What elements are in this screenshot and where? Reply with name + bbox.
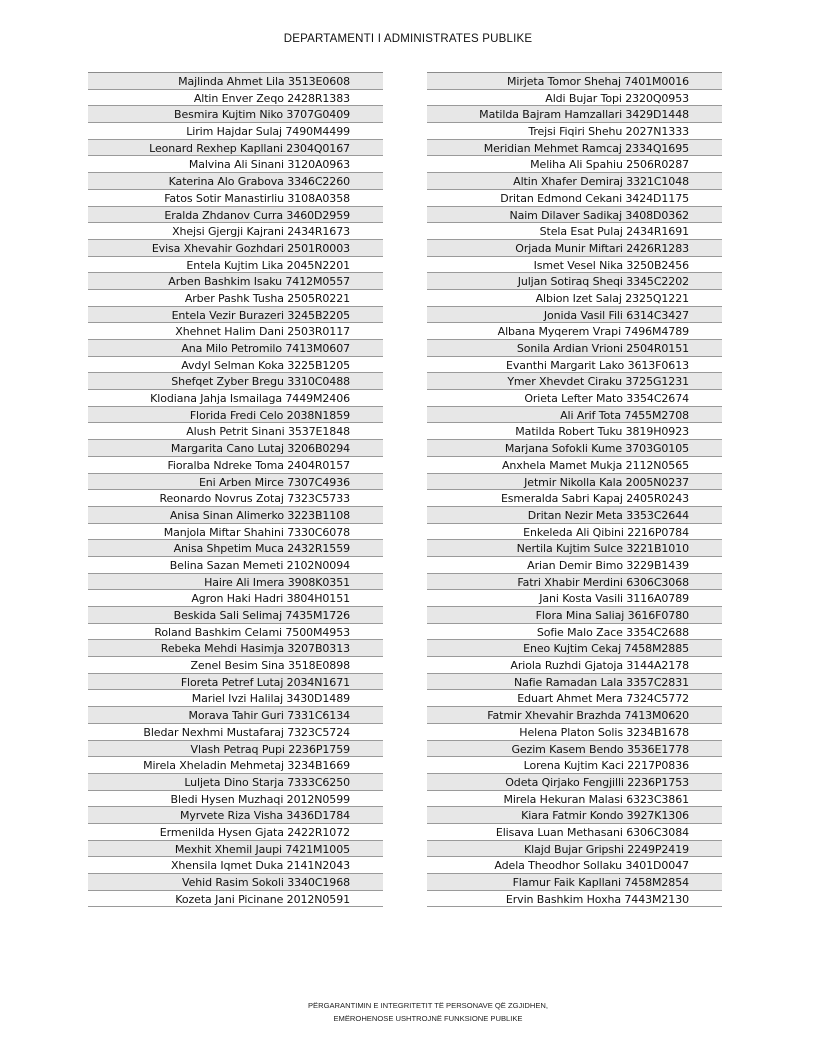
list-row: Sonila Ardian Vrioni 2504R0151 [427,340,722,357]
list-row: Arian Demir Bimo 3229B1439 [427,557,722,574]
list-row: Jani Kosta Vasili 3116A0789 [427,590,722,607]
list-row: Meridian Mehmet Ramcaj 2334Q1695 [427,140,722,157]
list-row: Alush Petrit Sinani 3537E1848 [88,423,383,440]
list-row: Nafie Ramadan Lala 3357C2831 [427,674,722,691]
list-row: Eni Arben Mirce 7307C4936 [88,474,383,491]
list-row: Vlash Petraq Pupi 2236P1759 [88,741,383,758]
list-row: Zenel Besim Sina 3518E0898 [88,657,383,674]
list-row: Morava Tahir Guri 7331C6134 [88,707,383,724]
list-row: Katerina Alo Grabova 3346C2260 [88,173,383,190]
page-title: DEPARTAMENTI I ADMINISTRATES PUBLIKE [283,33,533,45]
list-row: Agron Haki Hadri 3804H0151 [88,590,383,607]
list-row: Kozeta Jani Picinane 2012N0591 [88,891,383,908]
list-row: Manjola Miftar Shahini 7330C6078 [88,524,383,541]
list-row: Dritan Nezir Meta 3353C2644 [427,507,722,524]
list-row: Naim Dilaver Sadikaj 3408D0362 [427,207,722,224]
page-footer [0,999,816,1025]
list-row: Bledar Nexhmi Mustafaraj 7323C5724 [88,724,383,741]
list-row: Eduart Ahmet Mera 7324C5772 [427,690,722,707]
list-row: Flamur Faik Kapllani 7458M2854 [427,874,722,891]
list-row: Flora Mina Saliaj 3616F0780 [427,607,722,624]
list-row: Marjana Sofokli Kume 3703G0105 [427,440,722,457]
list-row: Vehid Rasim Sokoli 3340C1968 [88,874,383,891]
list-row: Aldi Bujar Topi 2320Q0953 [427,90,722,107]
list-row: Arben Bashkim Isaku 7412M0557 [88,273,383,290]
list-row: Adela Theodhor Sollaku 3401D0047 [427,857,722,874]
list-row: Roland Bashkim Celami 7500M4953 [88,624,383,641]
list-row: Entela Kujtim Lika 2045N2201 [88,257,383,274]
list-row: Ismet Vesel Nika 3250B2456 [427,257,722,274]
list-row: Nertila Kujtim Sulce 3221B1010 [427,540,722,557]
list-row: Odeta Qirjako Fengjilli 2236P1753 [427,774,722,791]
list-row: Albana Myqerem Vrapi 7496M4789 [427,323,722,340]
list-row: Haire Ali Imera 3908K0351 [88,574,383,591]
list-row: Evanthi Margarit Lako 3613F0613 [427,357,722,374]
list-row: Ymer Xhevdet Ciraku 3725G1231 [427,373,722,390]
list-row: Xhejsi Gjergji Kajrani 2434R1673 [88,223,383,240]
list-row: Altin Enver Zeqo 2428R1383 [88,90,383,107]
list-row: Gezim Kasem Bendo 3536E1778 [427,741,722,758]
list-row: Ana Milo Petromilo 7413M0607 [88,340,383,357]
list-row: Floreta Petref Lutaj 2034N1671 [88,674,383,691]
list-row: Meliha Ali Spahiu 2506R0287 [427,156,722,173]
list-row: Orieta Lefter Mato 3354C2674 [427,390,722,407]
list-row: Ariola Ruzhdi Gjatoja 3144A2178 [427,657,722,674]
list-row: Matilda Robert Tuku 3819H0923 [427,423,722,440]
list-row: Mariel Ivzi Halilaj 3430D1489 [88,690,383,707]
list-row: Fioralba Ndreke Toma 2404R0157 [88,457,383,474]
list-row: Besmira Kujtim Niko 3707G0409 [88,106,383,123]
list-row: Mexhit Xhemil Jaupi 7421M1005 [88,841,383,858]
list-row: Ervin Bashkim Hoxha 7443M2130 [427,891,722,908]
list-row: Margarita Cano Lutaj 3206B0294 [88,440,383,457]
list-row: Mirela Xheladin Mehmetaj 3234B1669 [88,757,383,774]
list-row: Eneo Kujtim Cekaj 7458M2885 [427,640,722,657]
list-row: Lorena Kujtim Kaci 2217P0836 [427,757,722,774]
list-row: Elisava Luan Methasani 6306C3084 [427,824,722,841]
list-row: Ali Arif Tota 7455M2708 [427,407,722,424]
list-row: Majlinda Ahmet Lila 3513E0608 [88,73,383,90]
footer-line-2: EMËROHENOSE USHTROJNË FUNKSIONE PUBLIKE [333,1014,523,1023]
list-row: Shefqet Zyber Bregu 3310C0488 [88,373,383,390]
list-row: Klodiana Jahja Ismailaga 7449M2406 [88,390,383,407]
list-row: Fatri Xhabir Merdini 6306C3068 [427,574,722,591]
list-row: Anisa Sinan Alimerko 3223B1108 [88,507,383,524]
list-row: Ermenilda Hysen Gjata 2422R1072 [88,824,383,841]
list-row: Anxhela Mamet Mukja 2112N0565 [427,457,722,474]
list-row: Myrvete Riza Visha 3436D1784 [88,807,383,824]
list-row: Esmeralda Sabri Kapaj 2405R0243 [427,490,722,507]
list-row: Avdyl Selman Koka 3225B1205 [88,357,383,374]
list-row: Xhensila Iqmet Duka 2141N2043 [88,857,383,874]
list-row: Altin Xhafer Demiraj 3321C1048 [427,173,722,190]
list-row: Beskida Sali Selimaj 7435M1726 [88,607,383,624]
right-name-list [427,72,722,907]
list-row: Bledi Hysen Muzhaqi 2012N0599 [88,791,383,808]
list-row: Mirela Hekuran Malasi 6323C3861 [427,791,722,808]
list-row: Eralda Zhdanov Curra 3460D2959 [88,207,383,224]
list-row: Trejsi Fiqiri Shehu 2027N1333 [427,123,722,140]
list-row: Mirjeta Tomor Shehaj 7401M0016 [427,73,722,90]
list-row: Jonida Vasil Fili 6314C3427 [427,307,722,324]
list-row: Belina Sazan Memeti 2102N0094 [88,557,383,574]
list-row: Florida Fredi Celo 2038N1859 [88,407,383,424]
list-row: Matilda Bajram Hamzallari 3429D1448 [427,106,722,123]
list-row: Evisa Xhevahir Gozhdari 2501R0003 [88,240,383,257]
list-row: Orjada Munir Miftari 2426R1283 [427,240,722,257]
list-row: Stela Esat Pulaj 2434R1691 [427,223,722,240]
list-row: Malvina Ali Sinani 3120A0963 [88,156,383,173]
list-row: Juljan Sotiraq Sheqi 3345C2202 [427,273,722,290]
list-row: Dritan Edmond Cekani 3424D1175 [427,190,722,207]
footer-line-1: PËRGARANTIMIN E INTEGRITETIT TË PERSONAVE QË ZGJIDHEN, [307,1001,549,1010]
list-row: Entela Vezir Burazeri 3245B2205 [88,307,383,324]
list-row: Reonardo Novrus Zotaj 7323C5733 [88,490,383,507]
list-row: Albion Izet Salaj 2325Q1221 [427,290,722,307]
list-row: Fatos Sotir Manastirliu 3108A0358 [88,190,383,207]
list-row: Arber Pashk Tusha 2505R0221 [88,290,383,307]
list-row: Rebeka Mehdi Hasimja 3207B0313 [88,640,383,657]
list-row: Fatmir Xhevahir Brazhda 7413M0620 [427,707,722,724]
list-row: Anisa Shpetim Muca 2432R1559 [88,540,383,557]
list-row: Kiara Fatmir Kondo 3927K1306 [427,807,722,824]
list-row: Leonard Rexhep Kapllani 2304Q0167 [88,140,383,157]
list-row: Jetmir Nikolla Kala 2005N0237 [427,474,722,491]
list-row: Enkeleda Ali Qibini 2216P0784 [427,524,722,541]
list-row: Lirim Hajdar Sulaj 7490M4499 [88,123,383,140]
left-name-list [88,72,383,907]
list-row: Klajd Bujar Gripshi 2249P2419 [427,841,722,858]
list-row: Luljeta Dino Starja 7333C6250 [88,774,383,791]
list-row: Sofie Malo Zace 3354C2688 [427,624,722,641]
list-row: Helena Platon Solis 3234B1678 [427,724,722,741]
list-row: Xhehnet Halim Dani 2503R0117 [88,323,383,340]
